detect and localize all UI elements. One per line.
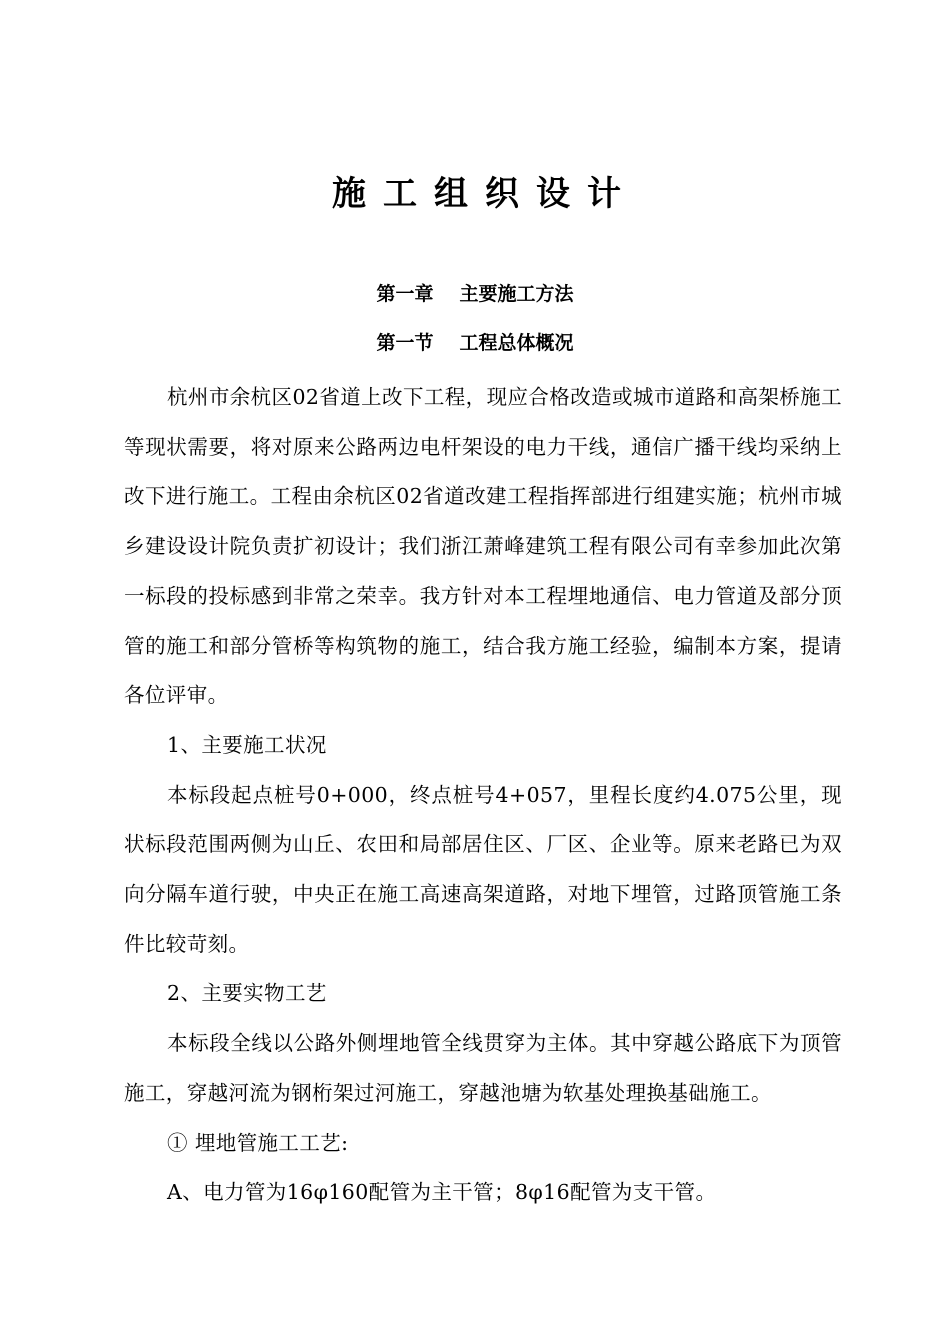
subheading-main-conditions: 1、主要施工状况	[167, 732, 327, 757]
chapter-name: 主要施工方法	[459, 283, 574, 305]
paragraph-power-pipe: A、电力管为16φ160配管为主干管；8φ16配管为支干管。	[167, 1180, 717, 1205]
paragraph-main-processes: 本标段全线以公路外侧埋地管全线贯穿为主体。其中穿越公路底下为顶管施工，穿越河流为钢桁架过河施工，穿越池塘为软基处理换基础施工。	[124, 1031, 842, 1105]
subheading-main-processes: 2、主要实物工艺	[167, 981, 327, 1006]
body-text	[124, 373, 842, 1218]
document-title: 施工组织设计	[332, 174, 638, 214]
paragraph-project-overview: 杭州市余杭区02省道上改下工程，现应合格改造或城市道路和高架桥施工等现状需要，将对原来公路两边电杆架设的电力干线，通信广播干线均采纳上改下进行施工。工程由余杭区02省道改建工程指挥部进行组建实施；杭州市城乡建设设计院负责扩初设计；我们浙江萧峰建筑工程有限公司有幸参加此次第一标段的投标感到非常之荣幸。我方针对本工程埋地通信、电力管道及部分顶管的施工和部分管桥等构筑物的施工，结合我方施工经验，编制本方案，提请各位评审。	[124, 385, 842, 708]
section-name: 工程总体概况	[459, 332, 574, 354]
section-heading	[0, 329, 950, 357]
paragraph-main-conditions: 本标段起点桩号0+000，终点桩号4+057，里程长度约4.075公里，现状标段范围两侧为山丘、农田和局部居住区、厂区、企业等。原来老路已为双向分隔车道行驶，中央正在施工高速高架道路，对地下埋管，过路顶管施工条件比较苛刻。	[124, 782, 842, 956]
chapter-number: 第一章	[376, 283, 434, 305]
section-number: 第一节	[376, 332, 434, 354]
chapter-heading	[0, 280, 950, 308]
subheading-buried-pipe-process: ① 埋地管施工工艺:	[167, 1130, 349, 1155]
